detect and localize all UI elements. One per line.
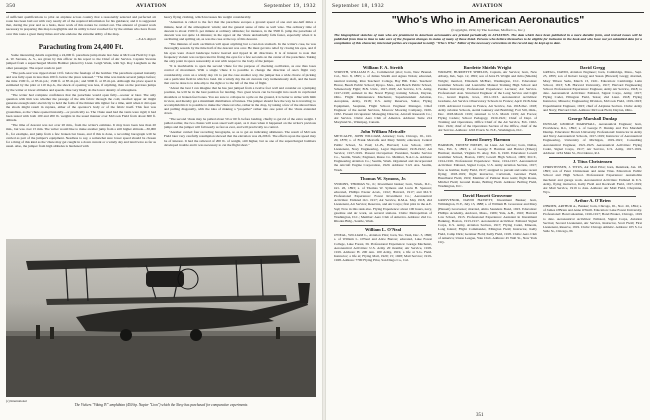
entry-divider bbox=[444, 190, 531, 191]
biography-column-2 bbox=[438, 63, 537, 409]
biography-name: Burdette Shields Wright bbox=[463, 64, 512, 70]
amphibian-photo bbox=[6, 239, 316, 397]
entry-divider bbox=[549, 157, 636, 158]
article-paragraph: heavy flying clothing, which increases his weight considerably. bbox=[164, 15, 252, 19]
article-paragraph: "The pack-seat was ripped about 10 ft. below the fuselage of the bomber. The parachute opened instantly and was fully open in less than 100 ft. below the place released." "The time was inside several jumps before; the time 1500 ft., at 85 m.p.h.; 1500 ft. at 85 m.p.h.; and 5000 ft. at 95 m.p.h. Although the place speed is estimated by the pilot at 110 m.p.h., the shock of opening was less, if anything, than on the previous jumps by the writer at lower altitudes and speeds. One very likely do the lower density of atmosphere. bbox=[6, 70, 156, 92]
right-running-head bbox=[332, 3, 644, 11]
biography-name: David Gregg bbox=[579, 64, 606, 70]
biography-column-1 bbox=[334, 63, 432, 409]
copyright-line: (Copyright, 1932, by The Gardner, Moffat Co., Inc.) bbox=[451, 28, 525, 32]
biography-text: GROSVENOR, DAVID HASSETT, Investment Banker; born, Wilmington, N.Y., July 13, 1888; s. of William H. Grosvenor and Mary (Hassett) Grosvenor; married, Alma Saunders Bond, 1923. Education: Phillips Academy, Andover, Mass., 1906; Yale, A.B., 1910; Harvard Law School, 1913. Professional Experience: Assistant in Investment Banking, Boston, 1913-1917. Aeronautical Activities: Enlisted Signal Corps, U.S. Army, Aviation Section, 1917; Flying Cadet, Mineola, Long Island; Flight Commander, Ellington Field; Instructor, Kelly Field, Camp Dick; Gerstner Field; Kelly Field, 1918. Clubs: Aero Club of America; Union League, Yale Club. Address: 45 Wall St., New York City. bbox=[438, 198, 537, 244]
biography-name: George Marshall Dunlap bbox=[568, 116, 617, 122]
amphibian-illustration bbox=[6, 239, 316, 397]
right-folio: 351 bbox=[476, 413, 484, 418]
article-paragraph: "The time of descent was not over 20 min., from the writer's estimate. It may have been less than 20 min., but was over 15 min. The writer would like to make another jump from a still higher altitude—30,000 ft., for example, and jump from a few broken bar bases, and if this is done, a recording barograph will be carried as part of the jumper's equipment. Needless to say, a somewhat sure lower speed should be chosen for a thing of this kind as the 'chute may get caught in a down current or a windy day and land twice as far as usual. Also, the jumper from high altitudes is burdened with bbox=[6, 123, 156, 148]
biography-text: O'BRIEN, ARTHUR A., Banker; born, Chicago, Ill., Nov. 26, 1894; s. of James O'Brien and Anne O'Neill. Education: Lake Forest University. Professional: Bond salesman, 1916-1917; Bond Broker, Chicago, 1919 to date. Aeronautical Activities: Enlisted, Signal Corps, Aviation Section; Second Lieutenant, Air Service, Instructor, Scott Field; First Lieutenant, Reserve, 1919. Clubs: Chicago Athletic. Address: 105 S. La Salle St., Chicago, Ill. bbox=[543, 204, 642, 234]
left-top-rule bbox=[6, 12, 316, 13]
right-running-title: AVIATION bbox=[472, 3, 503, 9]
entry-divider bbox=[340, 173, 426, 174]
biography-column-3 bbox=[543, 63, 642, 409]
biography-name: William F. A. Streith bbox=[362, 64, 404, 70]
entry-divider bbox=[549, 196, 636, 197]
left-column-1 bbox=[6, 15, 156, 237]
biography-name: William L. O'Neal bbox=[364, 227, 402, 233]
biography-text: DUNLAP, GEORGE MARSHALL, Aeronautical Engineer; born, Providence, R.I., 1892; s. of George F. Dunlap and Eva Marshall Dunlap. Education: Brown University. Professional: Instructor in Army and Navy Aeronautical Schools, 1917-1919; Instructor of Aeronautical Engineering, University of Michigan, 1919-1921; Consulting Aeronautical Engineer, 1921-1923. Aeronautical Activities: Flying Cadet, Signal Corps, 1917; Air Service, U.S. Army, 1917-1919. Address: 1234 Main St., Providence, R.I. bbox=[543, 121, 642, 155]
article-paragraph: "The minutes of such oscillation will upset anything but a cast-iron stomach. In the writer's case, he was thoroughly seasick by the time half of the descent was over. He must get into relief by closing his eyes, and if his eyes were closed landscape below heaved and tipped in all directions. It is of interest to note that frequency violent was reciprocated in fixing the eyes for a few seconds on the center of the parachute. Taking the only point in space reasonably at rest with respect to the body of the jumper. bbox=[164, 42, 316, 63]
biography-text: HARMON, ERNEST EMERY, 1st Lieut. Air Service; born, Dallas, Tex., Feb. 3, 1893; s. of George F. Harmon and Harriet (Emery) Harmon; married, Virginia W. Aley, Feb. 6, 1920. Education: Lowell Grammar School, Boston, 1905; Lowell High School, 1909; M.I.T., 1914-1916. Professional Experience: Tutor, 1914-1917. Aeronautical Activities: Enlisted, Signal Corps, U.S. Army Aviation Section, 1917; flew as bomber, Kelly Field, 1917; assigned to pursuit and some recent flying; 1918-1919; flight instructor, Carlstrom, Gerstner Field, Hazelhurst Field, 1919; Member of Pulitzer Race team; flight Route, Mitchel Field; Ground Route, Bolling Field. Address: Bolling Field, Washington, D.C. bbox=[438, 142, 537, 189]
left-running-date: September 19, 1932 bbox=[263, 3, 316, 9]
right-running-date: September 18, 1932 bbox=[332, 3, 385, 9]
right-page bbox=[326, 0, 650, 420]
entry-divider bbox=[444, 134, 531, 135]
left-page-number: 350 bbox=[6, 3, 16, 9]
article-title: Parachuting from 24,400 Ft. bbox=[38, 43, 124, 52]
article-paragraph: "About the best I can imagine that he has just jumped from a twelve foot wall and consider on a jumping position, he will be in the best position for landing. Two great levers can be brought into reach in captivated shoulders or broken feet bones. You are sure to collapse in a pile on the ground, it is better to strike with limb in view, and thereby get a maximum distribution of bruises. The jumper should face the way he is traveling; to accomplish this it is possible to make the 'chute revolve, rather in the drop, by taking a few of the shroud lines and pulling diagonally, with the idea of making a "propeller" rather into one point of the 'chute extended down. bbox=[164, 86, 316, 116]
biography-name: David Hassett Grosvenor bbox=[462, 192, 513, 198]
whos-who-masthead: "Who's Who in American Aeronautics" bbox=[391, 14, 585, 26]
entry-divider bbox=[549, 113, 636, 114]
article-paragraph: Some interesting details regarding a 24,000 ft. parachute jump made last June at McCook Field by Capt. A. W. Stevens, A. S., are given by this officer in his report to the Chief of Air Service. Captain Stevens jumped from a supercharged Martin Bomber piloted by Lieut. Leigh Wade, with Sgt. Roy Langham as the other passenger. The report reads in part: bbox=[6, 53, 156, 70]
biography-name: Thomas W. Symons, Jr. bbox=[359, 175, 407, 181]
biography-text: GREGG, DAVID, Aviation Engineer; born, Cambridge, Mass., Sept. 25, 1895; son of Robert Gregg and Susan (Howard) Gregg; married, Mary Tillson Sedu, March 13, 1921. Education: Cambridge Latin School, 1913; S.B. Harvard University, 1917; Harvard Engineering School. Professional Experience: Engineer, Army Air Service, 1918; to date. Aeronautical Activities: Enlisted, Signal Corps, Army, 1917; Flying Cadet, Ellington Field, Texas; 2nd Lieut. 1918; Flying Instructor, Mineola; Engineering Division, McCook Field, 1919-1923; Experimental Engineer, 1923; chief of Airplane Section. Clubs: Army and Navy; Harvard Club. Address: McCook Field, Dayton, Ohio. bbox=[543, 70, 642, 112]
left-column-2 bbox=[164, 15, 316, 237]
article-paragraph: "The second 'chute may be pulled about 50 or 60 ft. before landing, chiefly to get rid of the extra weight. I pulled earlier, the two chutes will soon steed well apart, as it does when it happened on the writer's previous jumps and the jumper will fall nearly as fast as ever, and will practically no control. bbox=[164, 116, 316, 129]
article-paragraph: "It is inadvisable to open the second 'chute for the purpose of checking oscillation, as one thus loses control of movement. With a single 'chute it is possible to change the direction of one's flight very considerably, even on a windy day. Or to put the case another way, the jumper has a wide choice of picking out a particular field in which to land. On a windy day the air currents vary tremendously aloft, and the heart that can be done is to side-slip to the right or to the left of the line of flight. bbox=[164, 64, 316, 85]
biography-text: CHRISTENSEN, J. TITUS, Air Mail Pilot; born, Denmark, Jan. 18, 1893; son of Peter Christensen and Anne Titus. Education: Public School and High School. Professional Experience: Automobile mechanic and garage work. Aeronautical Activities: Enlisted in U.S. Army, flying instructor, Kelly Field and Rockwell Field, 1917-1919; Air Mail Service, 1919 to date. Address: Air Mail Field, Cheyenne, Wyo. bbox=[543, 165, 642, 195]
biography-text: METCALFE, JOHN WILLIAM, Attorney; born, Chicago, Ill., Oct. 20, 1878; s. of Frank Metcalfe and Mary Smith; educated, Central Public School, St. Paul; LL.B., Harvard; Law School, 1907; Lieutenant, Navy Engineering, Legal Department; 1918-1922; Air Service; 1917-1919. Present Occupation: President, Seattle Service Co., Seattle, Wash.; Engineer, Russo Co. Member, N.A.C.A. Address: Engineering Aviation Co.; Seattle, Wash. Organized and incorporated the Aircraft Engine Corporation, 1920. Address: 5121 Ave. Seattle, Wash. bbox=[334, 134, 432, 172]
biography-text: O'NEAL, WILLIAM L., Aviation Pilot; born, Ste. Vash, Dec. 3, 1890; s. of William L. O'Neal and Alice Barron; educated, Lake Forest College, Lake Forest, Ill. Professional Experience: Garage Mechanic, Aeronautical Activities: U.S. Army 20 months; Air Service, 1918-1919. Address: H. 200 Ave. 100 Army, 1919, a life at S.G. Field. Instructor; a life at; Flying Mail, 1920; 15; 1928; Mail Service; 1919-1928. Address: 7700 Flying Pilot, San Diego Co., Cal. bbox=[334, 233, 432, 263]
left-running-head bbox=[6, 3, 316, 11]
biography-text: SYMONS, THOMAS W., Jr.; Investment banker; born, Wash., D.C., Oct. 26, 1893; s. of Thomas W. Symons and Lucia B. Spencer; educated, Phillips Exeter Acad., 1912; Harvard, 1917; and M.I.T. Professional Experience: Forest Investment Co.; Aeronautical Activities: Enlisted Oct. 1917; Air Service, R.M.A. May 1918, 2nd Lieutenant, Air Service; Reserves, and Air Corps; first pilot in the A.E. Sqd; Now in this rank also. Flying Experience: about 100 hours, navy, gasoline and air work, on several stations. Clubs: Metropolitan of Washington, D.C.; Member: Aero Club of America. Address: 2nd Co. Rhodes Bldg., Seattle, Wash. bbox=[334, 181, 432, 224]
biography-text: STREITH, WILLIAM F. A., Commercial pilot; born, New Brunsd. Cal., Nov. 8, 1895; s. of James Streith and Agnes Nolan; educated, nautical training, Rice Teachers' College, Bay Hill. Educ. Teachers' Honor, Beach Public School; Ryopo. Mex., and Beach Public School, Schenectady Fight; B.N. Univ., 1917-1918; Air Service, U.S. Army, 1917-1918; enlisted in the Naval Flying; training School, Dayton, Ohio. Flight Maintenance Mechanic, Superintendent Aviation, Aeroplane, Army, 1918; U.S. Army Reserves, Sailor, Flying Equipment, Seaplane, Flight School. Engineer Manager, Chief Engineer of the Aerial Services, Moscow Mooring Company, 1920-1932. Present Occupation: Managing Director, Aircraft Research Co.; Air Service. Clubs: Aero Club of America. Address: Suite 214 Maryland St., Winnipeg, Canada. bbox=[334, 70, 432, 125]
photo-caption: The Vickers "Viking IV" amphibian (450 hp. Napier "Lion") which the Navy has purchased for comparative experiments bbox=[74, 403, 248, 407]
left-page bbox=[0, 0, 322, 420]
left-running-title: AVIATION bbox=[136, 3, 167, 9]
entry-divider bbox=[340, 126, 426, 127]
biography-text: WRIGHT, BURDETTE SHIELDS, Captain, Air Service; born, New Albany, Ind., Sept. 12, 1891; son of Jetra H. Wright and Julia (Shields) Wright; married, Elizabeth McBarr, Washington, D.C. Education: Grammar Schools and Louisville Manual Training High School and Purdue University. Professional Experience: Lecturer; Air Service. Professional: Asst. Structural Engineer of the Long Service and Light Co., Grand Rapids, Iowa, 1911-1913. Aeronautical Activities: Graduate, Air Service Observatory Schools in France; April 1918-June 1918. Advanced Course in France, Air Service, Jan. 1918-Dec. 1918; Army aviation Schools, Aerial Gunnery and Bombing; Fort Sill, Okla., Dec. 1918-March 1919; returned to U.S. March 1919; Air Forces; Flying Cadets; School Pedagogy, 1919-1921; Chief of Dept. of Training and Operations, Office Chief of the Air Service, Feb. 1922-Dec. 1924; chief of the Operations Section of the Office, chief of the Air Service. Address: 1216 Evarts St. N.E., Washington, D.C. bbox=[438, 70, 537, 133]
entry-divider bbox=[340, 225, 426, 226]
article-paragraph: of sufficient qualifications to pilot on airplane across country that a reasonably selected and perfected air route has been laid out with very nearly all of the required information for his guidance; and it is suggested that, during the year and as a basis, more work of this nature be carried out. The amount of ground work necessary in preparing this map is negligible and its utility is best vouched for by the airmen who have flown over this route a great many times and who endorse the extreme utility of the map. bbox=[6, 15, 156, 36]
photo-credit: (c) International bbox=[6, 399, 27, 403]
biography-name: Ernest Emery Harmon bbox=[464, 136, 511, 142]
biography-name: Arthur A. O'Brien bbox=[574, 198, 611, 204]
article-paragraph: "The writer had complete confidence that the parachute would open fully—sooner or later. The only question with him was whether the passage of the silk fabric through the cold, rarefied upper air might generate enough static electricity to hold the folds of the thinner silk tighter for a time, until when it did open the shock might result in rupture, either of the operator's body or of the fabric itself. This fear was groundless, as the 'chute opened instantly—or practically so. The 'chute used had the vents were rigid; it had been tested with both 100 and 200 lb. weights in the usual manner over McCook Field from about 600 ft. altitude. bbox=[6, 92, 156, 122]
biography-name: J. Titus Christensen bbox=[572, 159, 613, 165]
intro-paragraph: The biographical sketches of men who are prominent in American aeronautics are printed periodically in AVIATION. The data which have been published in a more durable form, and revised issues will be published from time to time to take care of the frequent changes in status of many of those listed. Persons who believe themselves to be eligible for inclusion in the book and who have not yet submitted data for a compilation of this character, interested parties are requested to notify "Who's Who" Editor of the necessary corrections in the record may be kept up to date. bbox=[334, 33, 642, 46]
intro-rule bbox=[334, 60, 642, 61]
article-paragraph: "Attention is called to the fact that the parachute escapes a ground speed of one and one-half miles a minute, head of the atmospheric winds; and the general sense of time as well wise. The ordinary time of descent is about 1500 ft. per minute at ordinary altitudes; for instance, in the 3500 ft. jump the parachute of descent was not quite 14 minutes; in the upper air the 'chute undoubtedly falls faster, especially when it is oscillating and spilling air, as was the case at the top of this descent. bbox=[164, 20, 316, 41]
right-top-rule bbox=[332, 12, 644, 13]
article-paragraph: "Another carried four recording barographs, so as to get an indicating altimeters. The result of McCook Field later very carefully resumption showed that the elevation was 24,206 ft. The effects upon the speed may be of interest. It had the relieved of 200 lb. of weight, still higher, but as one of the supercharged bombers developed trouble and it was necessary to cut the flight short." bbox=[164, 130, 316, 147]
biography-name: John William Metcalfe bbox=[360, 128, 406, 134]
report-signature: —E.A.S. Report bbox=[135, 36, 156, 41]
